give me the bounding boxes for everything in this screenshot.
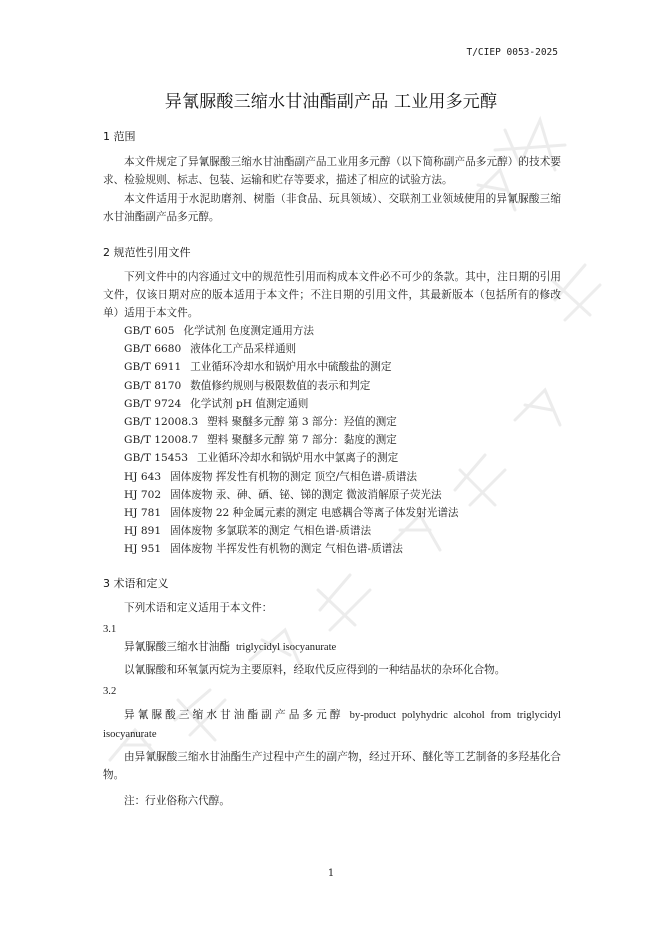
- reference-item: [124, 504, 459, 522]
- term-english: triglycidyl isocyanurate: [235, 642, 337, 653]
- reference-list: [124, 322, 459, 558]
- reference-code: GB/T 6680: [124, 343, 182, 356]
- term-entry: [124, 706, 561, 725]
- term-note: 注：行业俗称六代醇。: [124, 795, 230, 807]
- term-number: 3.1: [103, 624, 117, 635]
- reference-item: [124, 413, 459, 431]
- reference-item: [124, 395, 459, 413]
- reference-item: [124, 486, 459, 504]
- scope-paragraph-1: 本文件规定了异氰脲酸三缩水甘油酯副产品工业用多元醇（以下简称副产品多元醇）的技术要求、检验规则、标志、包装、运输和贮存等要求，描述了相应的试验方法。: [103, 156, 561, 187]
- term-english: by-product polyhydric alcohol from triglycidyl: [349, 710, 561, 721]
- reference-title: 固体废物 汞、砷、硒、铋、锑的测定 微波消解原子荧光法: [170, 488, 442, 501]
- section-heading-scope: 1 范围: [103, 130, 136, 143]
- term-chinese: 异氰脲酸三缩水甘油酯副产品多元醇: [124, 709, 344, 721]
- reference-title: 固体废物 多氯联苯的测定 气相色谱-质谱法: [170, 525, 372, 538]
- reference-title: 工业循环冷却水和锅炉用水中硫酸盐的测定: [190, 361, 392, 374]
- normative-paragraph: 下列文件中的内容通过文中的规范性引用而构成本文件必不可少的条款。其中，注日期的引用文件，仅该日期对应的版本适用于本文件；不注日期的引用文件，其最新版本（包括所有的修改单）适用于本文件。: [103, 271, 561, 320]
- reference-title: 塑料 聚醚多元醇 第 3 部分：羟值的测定: [207, 415, 397, 428]
- reference-title: 固体废物 22 种金属元素的测定 电感耦合等离子体发射光谱法: [170, 506, 459, 519]
- reference-code: HJ 643: [124, 470, 162, 483]
- reference-title: 固体废物 半挥发性有机物的测定 气相色谱-质谱法: [170, 543, 403, 556]
- document-title: 异氰脲酸三缩水甘油酯副产品 工业用多元醇: [164, 92, 498, 112]
- reference-item: [124, 340, 459, 358]
- reference-code: GB/T 8170: [124, 379, 182, 392]
- reference-item: [124, 540, 459, 558]
- reference-code: GB/T 9724: [124, 397, 182, 410]
- reference-code: GB/T 12008.3: [124, 415, 199, 428]
- reference-item: [124, 377, 459, 395]
- reference-title: 数值修约规则与极限数值的表示和判定: [190, 379, 371, 392]
- reference-item: [124, 358, 459, 376]
- reference-item: [124, 468, 459, 486]
- reference-code: GB/T 6911: [124, 361, 182, 374]
- term-entry: [124, 638, 561, 657]
- term-definition: 以氰脲酸和环氧氯丙烷为主要原料，经取代反应得到的一种结晶状的杂环化合物。: [124, 664, 506, 676]
- reference-code: HJ 781: [124, 506, 162, 519]
- reference-code: GB/T 15453: [124, 452, 188, 465]
- reference-title: 液体化工产品采样通则: [190, 343, 297, 356]
- reference-item: [124, 522, 459, 540]
- reference-item: [124, 449, 459, 467]
- reference-code: HJ 702: [124, 488, 162, 501]
- reference-title: 塑料 聚醚多元醇 第 7 部分：黏度的测定: [207, 434, 397, 447]
- reference-code: HJ 891: [124, 525, 162, 538]
- scope-paragraph-2: 本文件适用于水泥助磨剂、树脂（非食品、玩具领域）、交联剂工业领域使用的异氰脲酸三缩水甘油酯副产品多元醇。: [103, 193, 561, 224]
- document-code: T/CIEP 0053-2025: [466, 47, 558, 58]
- section-heading-normative-references: 2 规范性引用文件: [103, 246, 191, 259]
- reference-title: 化学试剂 pH 值测定通则: [190, 397, 309, 410]
- term-chinese: 异氰脲酸三缩水甘油酯: [124, 641, 230, 653]
- term-number: 3.2: [103, 686, 117, 697]
- reference-title: 固体废物 挥发性有机物的测定 顶空/气相色谱-质谱法: [170, 470, 418, 483]
- reference-code: HJ 951: [124, 543, 162, 556]
- term-english-continued: isocyanurate: [103, 729, 157, 740]
- reference-item: [124, 322, 459, 340]
- reference-code: GB/T 12008.7: [124, 434, 199, 447]
- reference-title: 工业循环冷却水和锅炉用水中氯离子的测定: [196, 452, 399, 465]
- section-heading-terms: 3 术语和定义: [103, 577, 169, 590]
- reference-item: [124, 431, 459, 449]
- term-definition: 由异氰脲酸三缩水甘油酯生产过程中产生的副产物，经过开环、醚化等工艺制备的多羟基化合物。: [103, 751, 561, 782]
- reference-code: GB/T 605: [124, 325, 175, 337]
- page-number: 1: [327, 868, 335, 879]
- reference-title: 化学试剂 色度测定通用方法: [183, 325, 314, 337]
- terms-intro: 下列术语和定义适用于本文件：: [124, 602, 273, 614]
